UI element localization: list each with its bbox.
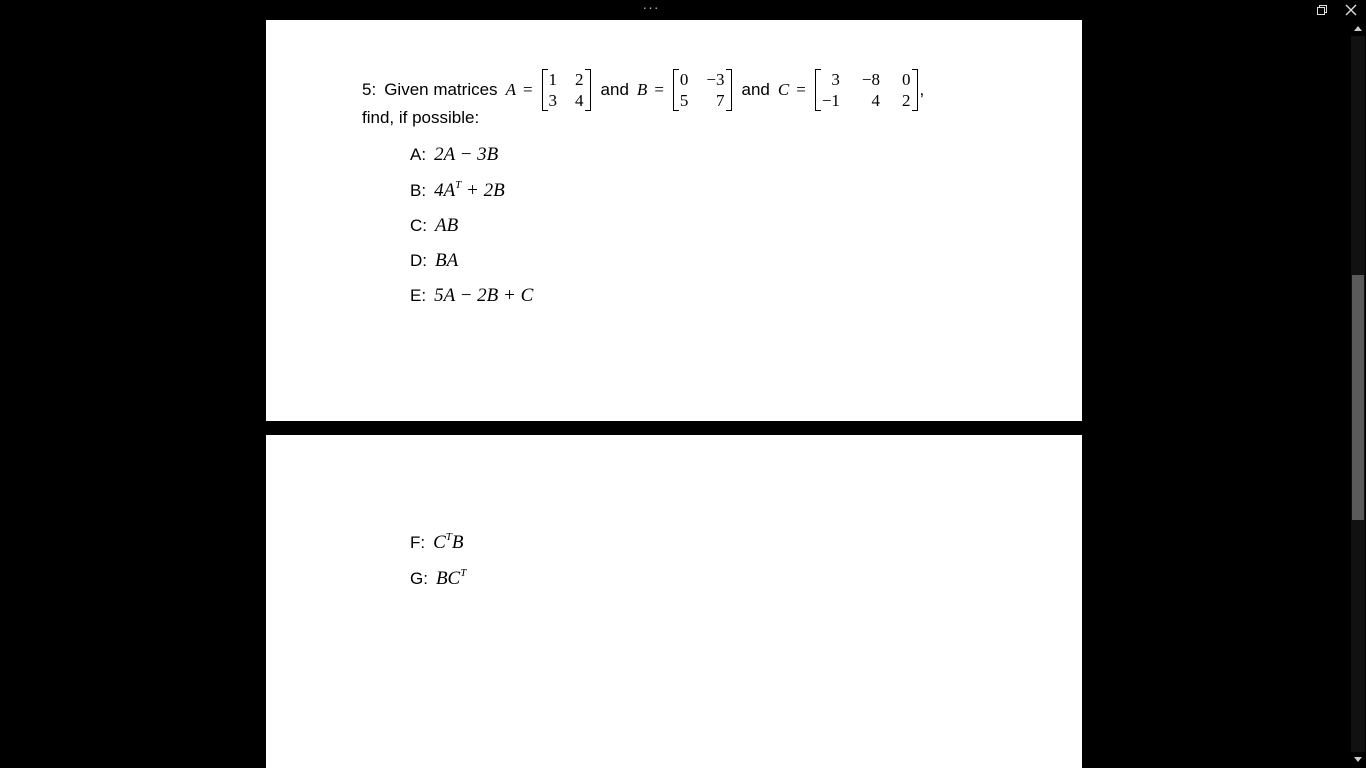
part-f — [410, 531, 464, 554]
close-button[interactable] — [1339, 0, 1363, 20]
title-bar — [0, 0, 1366, 20]
matrix-a — [542, 69, 591, 111]
part-e — [410, 285, 533, 307]
part-b — [410, 179, 505, 202]
matrix-a-cell: 3 — [548, 91, 558, 110]
matrix-c-cell: 3 — [831, 70, 840, 89]
document-page-2 — [266, 435, 1082, 768]
matrix-a-name: A — [505, 80, 516, 99]
vertical-scrollbar[interactable] — [1350, 20, 1366, 768]
find-text: find, if possible: — [362, 108, 480, 127]
matrix-b-cell: 0 — [679, 70, 689, 89]
part-label: F: — [410, 533, 426, 552]
more-options-icon[interactable]: ··· — [642, 0, 660, 15]
and-text: and — [741, 80, 770, 99]
restore-button[interactable] — [1310, 0, 1334, 20]
part-g — [410, 567, 466, 590]
question-intro: Given matrices — [384, 80, 498, 99]
part-expression: AB — [435, 215, 459, 236]
part-expression: BC — [435, 568, 461, 589]
matrix-c-cell: 0 — [902, 70, 911, 89]
document-page-1 — [266, 20, 1082, 421]
part-a — [410, 144, 498, 166]
transpose-superscript: T — [455, 179, 462, 191]
scroll-track[interactable] — [1351, 36, 1365, 752]
restore-icon — [1316, 4, 1328, 16]
matrix-a-cell: 1 — [548, 70, 558, 89]
matrix-c-cell: −1 — [821, 91, 840, 110]
close-icon — [1345, 4, 1357, 16]
arrow-down-icon — [1353, 756, 1363, 764]
matrix-c-cell: 4 — [871, 91, 880, 110]
scroll-down-button[interactable] — [1350, 752, 1366, 768]
matrix-b — [673, 69, 732, 111]
transpose-superscript: T — [445, 531, 452, 543]
equals-sign: = — [654, 80, 664, 99]
scroll-thumb[interactable] — [1352, 275, 1364, 520]
matrix-b-cell: 7 — [716, 91, 725, 110]
scroll-up-button[interactable] — [1350, 20, 1366, 36]
part-label: C: — [410, 216, 427, 235]
matrix-a-cell: 4 — [575, 91, 584, 110]
question-statement — [362, 68, 924, 112]
part-expression: C — [433, 532, 446, 553]
transpose-superscript: T — [460, 567, 467, 579]
matrix-b-name: B — [636, 80, 648, 99]
part-expression: + 2B — [461, 180, 505, 201]
matrix-c — [815, 69, 918, 111]
arrow-up-icon — [1353, 24, 1363, 32]
question-number: 5: — [362, 80, 377, 99]
equals-sign: = — [796, 80, 806, 99]
matrix-a-cell: 2 — [575, 70, 584, 89]
matrix-c-name: C — [777, 80, 790, 99]
part-label: A: — [410, 145, 427, 164]
matrix-c-cell: −8 — [861, 70, 880, 89]
part-label: E: — [410, 286, 427, 305]
matrix-b-cell: −3 — [706, 70, 725, 89]
part-expression: 5A − 2B + C — [434, 285, 534, 306]
part-expression: 2A − 3B — [434, 144, 499, 165]
part-label: B: — [410, 181, 427, 200]
part-expression: 4A — [434, 180, 456, 201]
matrix-c-cell: 2 — [902, 91, 911, 110]
part-label: D: — [410, 251, 427, 270]
part-expression: BA — [435, 250, 459, 271]
part-expression: B — [451, 532, 464, 553]
and-text: and — [600, 80, 629, 99]
equals-sign: = — [522, 80, 533, 99]
part-label: G: — [410, 569, 428, 588]
part-c — [410, 215, 458, 237]
part-d — [410, 250, 458, 272]
trailing-comma: , — [919, 80, 925, 99]
matrix-b-cell: 5 — [679, 91, 689, 110]
